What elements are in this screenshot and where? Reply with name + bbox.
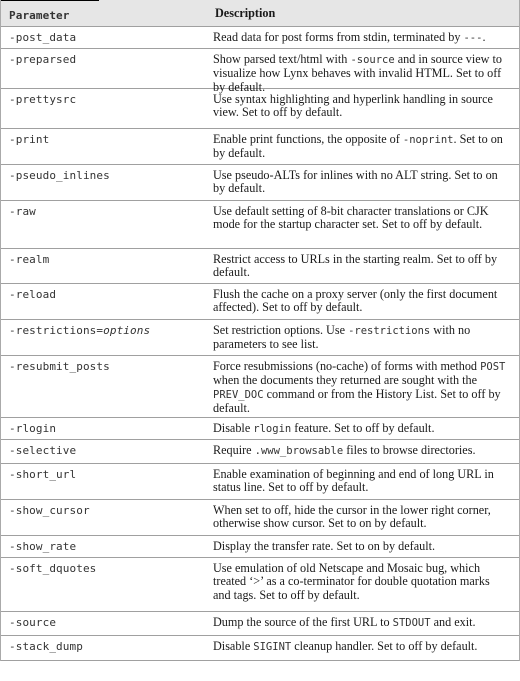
parameter-cell xyxy=(1,249,207,283)
description-cell xyxy=(207,49,519,94)
parameter-cell xyxy=(1,201,207,248)
description-cell xyxy=(207,418,519,439)
parameter-name: -post_data xyxy=(9,31,77,44)
description-text: Disable xyxy=(213,421,254,435)
description-cell xyxy=(207,284,519,319)
description-text: Use default setting of 8-bit character translations or CJK mode for the startup character set. Set to off by default. xyxy=(213,204,489,232)
parameter-cell xyxy=(1,356,207,417)
parameter-cell xyxy=(1,129,207,164)
parameter-column-header: Parameter xyxy=(9,8,70,22)
code-text: POST xyxy=(480,361,506,373)
parameter-name: -resubmit_posts xyxy=(9,360,110,373)
table-row xyxy=(1,558,519,612)
description-text: and in source view to visualize how Lynx behaves with invalid HTML. Set to off by default. xyxy=(213,52,502,94)
description-cell xyxy=(207,201,519,248)
table-row xyxy=(1,165,519,201)
table-row xyxy=(1,612,519,636)
table-row xyxy=(1,320,519,356)
description-text: Disable xyxy=(213,639,254,653)
parameter-name: -show_rate xyxy=(9,540,77,553)
description-text: Require xyxy=(213,443,255,457)
parameter-cell xyxy=(1,284,207,319)
description-cell xyxy=(207,249,519,283)
parameter-cell xyxy=(1,89,207,128)
description-cell xyxy=(207,636,519,660)
description-cell xyxy=(207,612,519,635)
table-row xyxy=(1,440,519,464)
table-row xyxy=(1,464,519,500)
table-row xyxy=(1,89,519,129)
parameter-name: -show_cursor xyxy=(9,504,90,517)
description-cell xyxy=(207,558,519,611)
table-row xyxy=(1,284,519,320)
parameter-name: -rlogin xyxy=(9,422,57,435)
parameter-cell xyxy=(1,636,207,660)
parameter-cell xyxy=(1,464,207,499)
description-cell xyxy=(207,129,519,164)
description-text: Use emulation of old Netscape and Mosaic bug, which treated ‘>’ as a co-terminator for double quotation marks and tags. Set to off by default. xyxy=(213,561,490,602)
code-text: -source xyxy=(350,54,395,66)
parameter-cell xyxy=(1,612,207,635)
table-row xyxy=(1,27,519,49)
parameter-name: -source xyxy=(9,616,57,629)
parameter-cell xyxy=(1,536,207,557)
parameter-name: -short_url xyxy=(9,468,77,481)
code-text: PREV_DOC xyxy=(213,388,264,401)
description-cell xyxy=(207,356,519,417)
description-text: Display the transfer rate. Set to on by default. xyxy=(213,539,436,553)
table-row xyxy=(1,636,519,661)
parameter-cell xyxy=(1,440,207,463)
parameter-name: -print xyxy=(9,133,50,146)
table-body xyxy=(1,27,519,661)
parameter-cell xyxy=(1,49,207,88)
description-cell xyxy=(207,320,519,355)
parameter-argument: options xyxy=(103,324,151,337)
code-text: .www_browsable xyxy=(254,445,344,457)
description-text: . Set to on by default. xyxy=(213,132,503,161)
parameter-name: -raw xyxy=(9,205,36,218)
parameter-name: -stack_dump xyxy=(9,640,83,653)
description-text: When set to off, hide the cursor in the lower right corner, otherwise show cursor. Set to on by default. xyxy=(213,503,491,531)
parameter-cell xyxy=(1,320,207,355)
parameter-cell xyxy=(1,27,207,48)
description-text: cleanup handler. Set to off by default. xyxy=(291,639,478,653)
code-text: rlogin xyxy=(253,423,292,435)
description-text: Force resubmissions (no-cache) of forms with method xyxy=(213,359,481,373)
description-text: Restrict access to URLs in the starting realm. Set to off by default. xyxy=(213,252,498,280)
description-text: with no parameters to see list. xyxy=(213,323,471,352)
parameter-name: -pseudo_inlines xyxy=(9,169,110,182)
table-row xyxy=(1,536,519,558)
parameter-name: -selective xyxy=(9,444,77,457)
code-text: STDOUT xyxy=(392,617,431,629)
table-row xyxy=(1,500,519,536)
description-text: Set restriction options. Use xyxy=(213,323,349,337)
code-text: -restrictions xyxy=(348,325,431,337)
description-cell xyxy=(207,27,519,48)
description-text: command or from the History List. Set to off by default. xyxy=(213,386,501,416)
description-cell xyxy=(207,165,519,200)
description-text: when the documents they returned are sought with the xyxy=(213,373,477,388)
description-cell xyxy=(207,500,519,535)
parameter-name: -prettysrc xyxy=(9,93,77,106)
description-text: Use pseudo-ALTs for inlines with no ALT string. Set to on by default. xyxy=(213,168,498,196)
code-text: -noprint xyxy=(402,134,454,146)
description-text: Use syntax highlighting and hyperlink handling in source view. Set to off by default. xyxy=(213,92,493,120)
table-row xyxy=(1,129,519,165)
description-text: and exit. xyxy=(430,615,476,629)
description-text: Show parsed text/html with xyxy=(213,52,351,66)
description-cell xyxy=(207,536,519,557)
parameter-name: -realm xyxy=(9,253,50,266)
parameter-cell xyxy=(1,418,207,439)
description-cell xyxy=(207,464,519,499)
parameter-name: -preparsed xyxy=(9,53,77,66)
description-text: Read data for post forms from stdin, terminated by xyxy=(213,30,464,44)
parameter-cell xyxy=(1,165,207,200)
description-column-header: Description xyxy=(215,6,276,21)
parameter-cell xyxy=(1,558,207,611)
table-row xyxy=(1,249,519,284)
description-text: feature. Set to off by default. xyxy=(291,421,435,435)
description-text: Enable print functions, the opposite of xyxy=(213,132,403,146)
description-text: files to browse directories. xyxy=(343,443,476,457)
description-text: . xyxy=(482,30,486,44)
description-cell xyxy=(207,440,519,463)
parameter-cell xyxy=(1,500,207,535)
description-text: Enable examination of beginning and end of long URL in status line. Set to off by default. xyxy=(213,467,494,495)
code-text: SIGINT xyxy=(253,641,292,653)
table-row xyxy=(1,201,519,249)
description-cell xyxy=(207,89,519,128)
table-row xyxy=(1,418,519,440)
parameter-name: -restrictions= xyxy=(9,324,104,337)
description-text: Flush the cache on a proxy server (only the first document affected). Set to off by default. xyxy=(213,287,498,315)
table-row xyxy=(1,49,519,94)
code-text: --- xyxy=(463,32,483,44)
parameter-name: -soft_dquotes xyxy=(9,562,97,575)
table-row xyxy=(1,356,519,418)
table-header xyxy=(1,0,519,27)
description-text: Dump the source of the first URL to xyxy=(213,615,393,629)
parameter-name: -reload xyxy=(9,288,57,301)
